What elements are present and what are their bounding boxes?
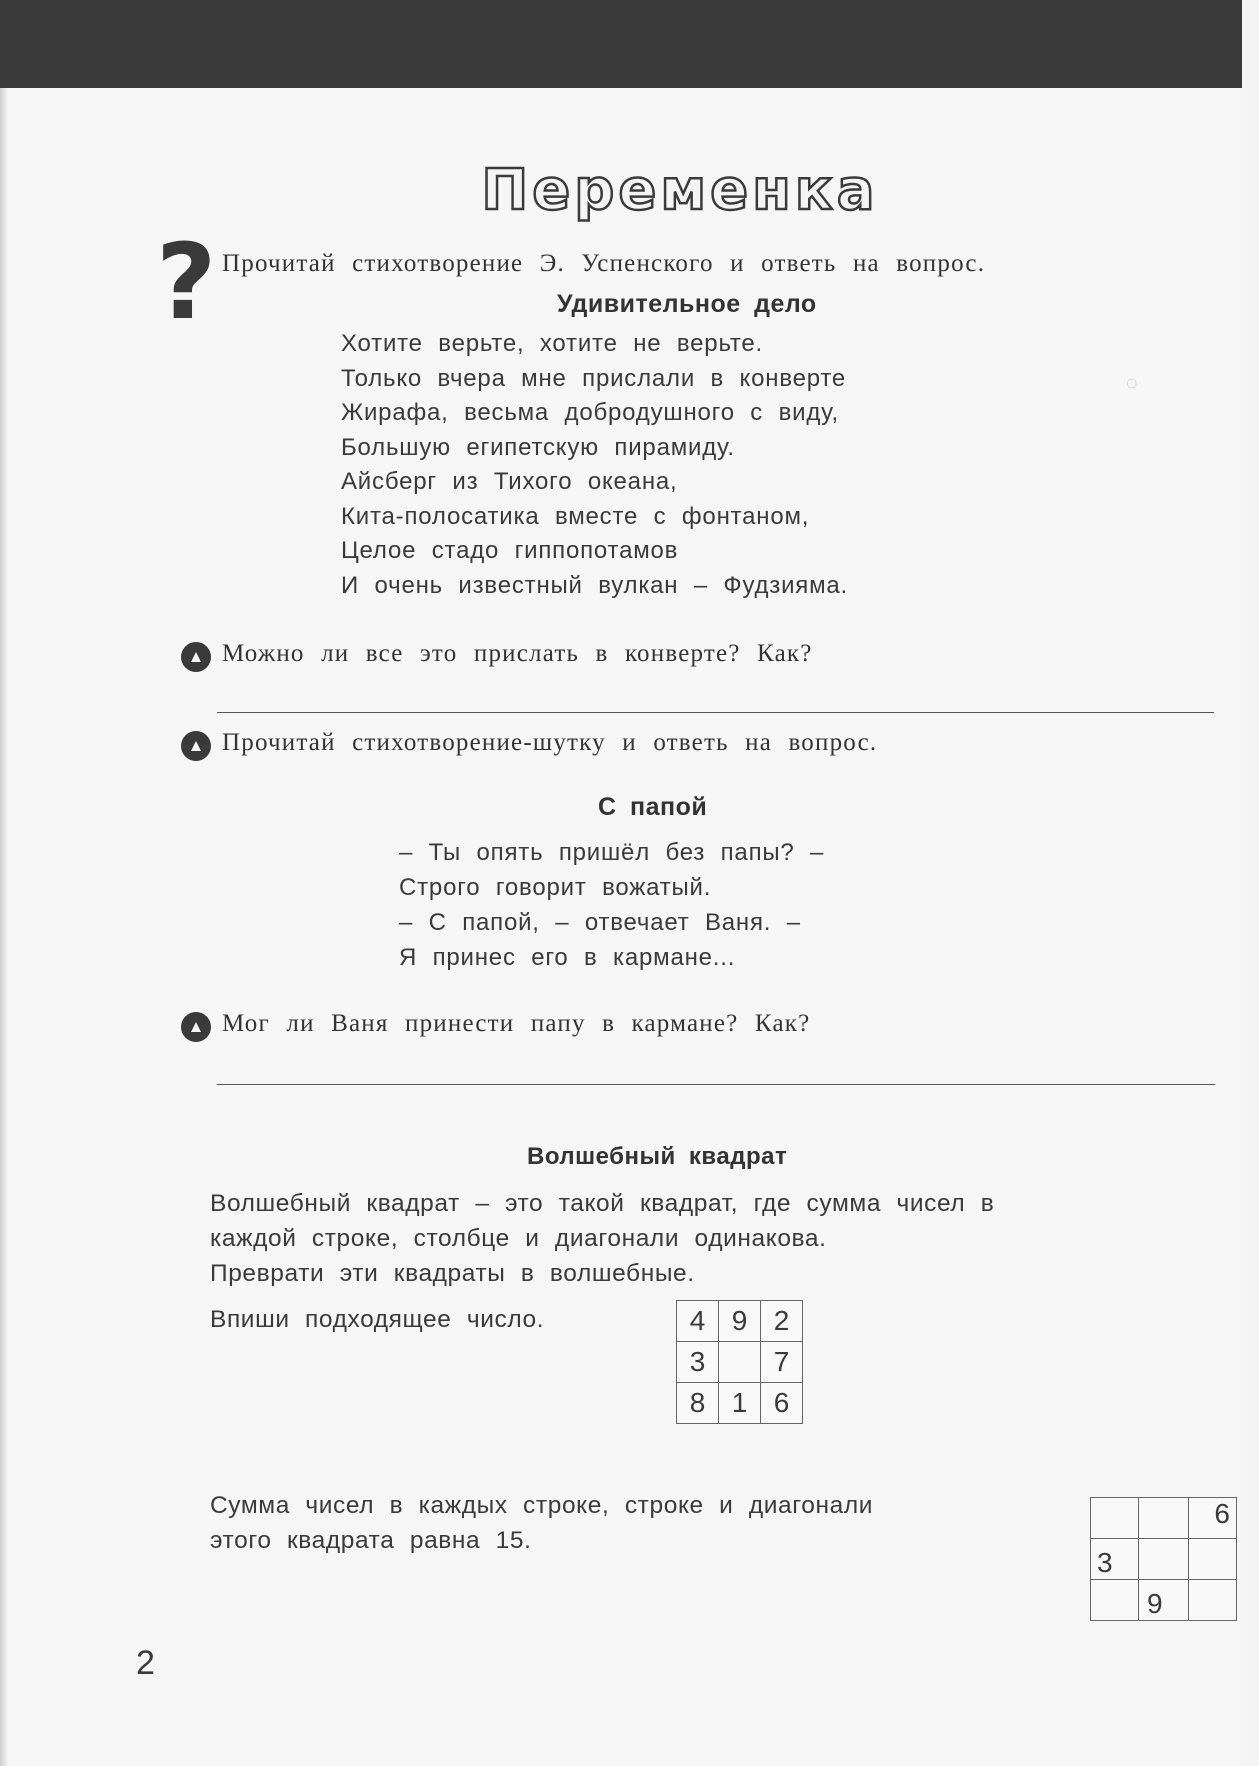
square1-cell: 9 xyxy=(719,1301,761,1342)
scan-edge xyxy=(1242,0,1259,92)
poem1-line: Кита-полосатика вместе с фонтаном, xyxy=(341,502,810,530)
bleed-through-text: ○ xyxy=(1125,370,1139,395)
poem2-line: Строго говорит вожатый. xyxy=(399,874,712,901)
square2-cell: 3 xyxy=(1091,1539,1139,1580)
sum-note-line: этого квадрата равна 15. xyxy=(210,1527,532,1554)
square2-empty-cell[interactable] xyxy=(1091,1580,1139,1621)
square1-cell: 2 xyxy=(761,1301,803,1342)
square1-cell: 3 xyxy=(677,1342,719,1383)
square2-empty-cell[interactable] xyxy=(1091,1498,1139,1539)
poem1-line: Хотите верьте, хотите не верьте. xyxy=(341,330,764,357)
triangle-bullet-icon xyxy=(181,642,211,672)
question-mark-icon: ? xyxy=(156,221,217,343)
poem1 xyxy=(341,330,848,606)
triangle-bullet-icon xyxy=(181,731,211,761)
square2-empty-cell[interactable] xyxy=(1139,1498,1189,1539)
task1-answer-line[interactable] xyxy=(217,712,1214,713)
magic-square-description xyxy=(210,1190,994,1295)
task2-instruction: Прочитай стихотворение-шутку и ответь на вопрос. xyxy=(222,729,878,756)
poem1-line: Жирафа, весьма добродушного с виду, xyxy=(341,399,839,426)
square1-cell: 8 xyxy=(677,1383,719,1424)
description-line: Преврати эти квадраты в волшебные. xyxy=(210,1260,695,1287)
poem1-line: Большую египетскую пирамиду. xyxy=(341,433,735,461)
task1-instruction: Прочитай стихотворение Э. Успенского и ответь на вопрос. xyxy=(222,250,986,277)
task1-question: Можно ли все это прислать в конверте? Как? xyxy=(222,640,813,667)
fill-instruction: Впиши подходящее число. xyxy=(210,1306,545,1333)
magic-square-2 xyxy=(1090,1497,1237,1621)
page-number: 2 xyxy=(136,1644,155,1682)
page-left-edge-shadow xyxy=(0,88,8,1766)
square2-empty-cell[interactable] xyxy=(1139,1539,1189,1580)
poem1-line: Только вчера мне прислали в конверте xyxy=(341,364,847,392)
magic-square-title: Волшебный квадрат xyxy=(527,1143,788,1170)
square1-cell: 7 xyxy=(761,1342,803,1383)
square2-cell: 6 xyxy=(1189,1498,1237,1539)
poem1-line: И очень известный вулкан – Фудзияма. xyxy=(341,571,849,599)
task2-answer-line[interactable] xyxy=(217,1084,1215,1085)
poem1-line: Целое стадо гиппопотамов xyxy=(341,537,679,564)
poem1-line: Айсберг из Тихого океана, xyxy=(341,468,678,495)
poem2-line: Я принес его в кармане... xyxy=(399,944,736,971)
square1-cell: 1 xyxy=(719,1383,761,1424)
poem2-line: – С папой, – отвечает Ваня. – xyxy=(399,909,801,936)
sum-note xyxy=(210,1492,873,1562)
triangle-bullet-icon xyxy=(181,1012,211,1042)
poem2 xyxy=(399,839,824,979)
poem1-title: Удивительное дело xyxy=(557,290,817,318)
description-line: каждой строке, столбце и диагонали одинакова. xyxy=(210,1225,827,1252)
square1-cell: 6 xyxy=(761,1383,803,1424)
page-title: Переменка xyxy=(481,158,879,223)
magic-square-1 xyxy=(676,1300,803,1424)
poem2-title: С папой xyxy=(598,793,708,821)
sum-note-line: Сумма чисел в каждых строке, строке и диагонали xyxy=(210,1492,874,1519)
description-line: Волшебный квадрат – это такой квадрат, где сумма чисел в xyxy=(210,1190,995,1217)
task2-question: Мог ли Ваня принести папу в кармане? Как? xyxy=(222,1010,811,1037)
square2-empty-cell[interactable] xyxy=(1189,1580,1237,1621)
scan-dark-band xyxy=(0,0,1242,88)
square2-empty-cell[interactable] xyxy=(1189,1539,1237,1580)
poem2-line: – Ты опять пришёл без папы? – xyxy=(399,839,825,866)
square1-cell: 4 xyxy=(677,1301,719,1342)
square2-cell: 9 xyxy=(1139,1580,1189,1621)
square1-empty-cell[interactable] xyxy=(719,1342,761,1383)
